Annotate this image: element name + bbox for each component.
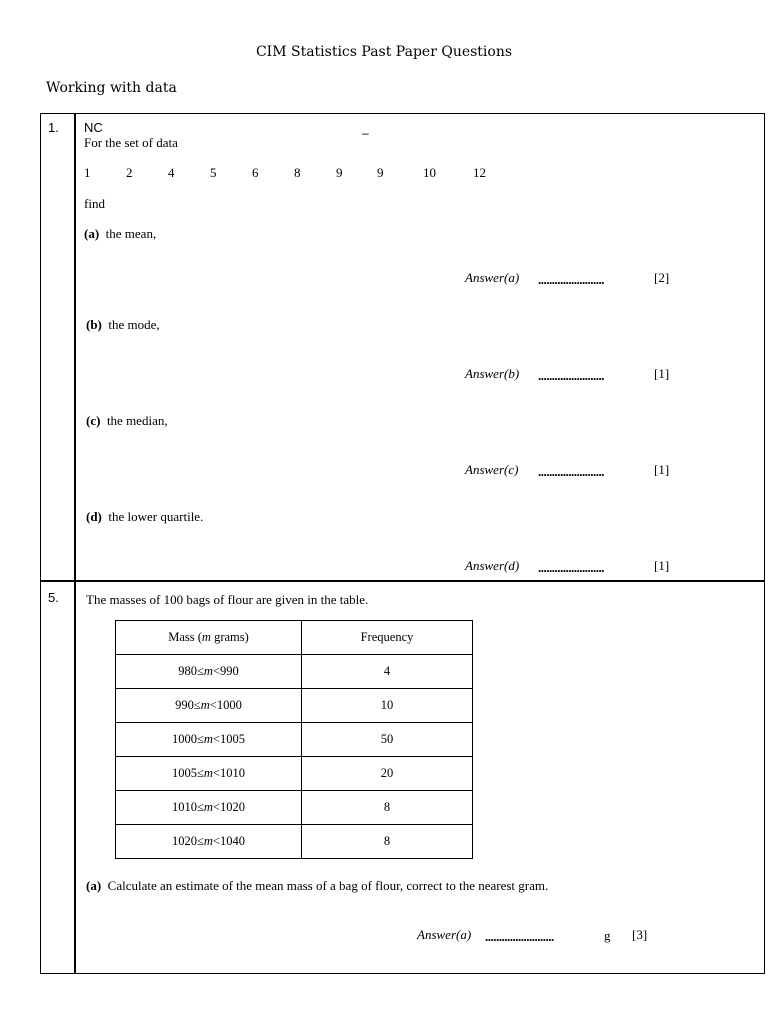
table-row — [116, 655, 473, 689]
part-text: the lower quartile. — [108, 509, 204, 524]
table-header-row — [116, 621, 473, 655]
frequency-value: 4 — [302, 655, 473, 689]
marks: [3] — [632, 927, 648, 942]
question-1-intro: For the set of data — [84, 135, 178, 150]
answer-line-a[interactable]: ........................ — [538, 272, 604, 287]
mass-interval: 980≤m<990 — [116, 655, 302, 689]
data-value: 5 — [210, 165, 217, 180]
section-heading: Working with data — [46, 80, 177, 96]
table-row — [116, 791, 473, 825]
table-row — [116, 757, 473, 791]
answer-line-5a[interactable]: ......................... — [485, 929, 554, 944]
question-1-find: find — [84, 196, 105, 211]
answer-label: Answer(d) — [465, 558, 520, 573]
question-5-number: 5. — [48, 590, 59, 605]
data-value: 12 — [473, 165, 486, 180]
data-value: 9 — [336, 165, 343, 180]
part-label: (d) — [86, 509, 102, 524]
question-1-dash: – — [362, 126, 369, 140]
question-1-number: 1. — [48, 120, 59, 135]
marks: [1] — [654, 462, 670, 477]
answer-line-d[interactable]: ........................ — [538, 560, 604, 575]
frequency-table — [115, 620, 473, 859]
part-a-question — [84, 226, 156, 242]
answer-unit: g — [604, 928, 611, 943]
part-d-question — [86, 509, 203, 525]
marks: [1] — [654, 558, 670, 573]
data-value: 6 — [252, 165, 259, 180]
frequency-value: 8 — [302, 825, 473, 859]
part-label: (a) — [84, 226, 100, 241]
number-column-divider — [74, 113, 76, 974]
mass-interval: 1005≤m<1010 — [116, 757, 302, 791]
data-value: 2 — [126, 165, 133, 180]
part-label: (c) — [86, 413, 101, 428]
answer-line-b[interactable]: ........................ — [538, 368, 604, 383]
data-value: 1 — [84, 165, 91, 180]
part-c-question — [86, 413, 168, 429]
answer-label: Answer(b) — [465, 366, 520, 381]
frequency-value: 20 — [302, 757, 473, 791]
answer-line-c[interactable]: ........................ — [538, 464, 604, 479]
marks: [2] — [654, 270, 670, 285]
data-value: 10 — [423, 165, 436, 180]
part-text: the mode, — [108, 317, 160, 332]
answer-label: Answer(c) — [465, 462, 519, 477]
mass-interval: 990≤m<1000 — [116, 689, 302, 723]
frequency-column-header: Frequency — [302, 621, 473, 655]
answer-label: Answer(a) — [417, 927, 472, 942]
data-value: 4 — [168, 165, 175, 180]
part-text: the mean, — [105, 226, 157, 241]
table-row — [116, 723, 473, 757]
part-label: (b) — [86, 317, 102, 332]
mass-column-header: Mass (m grams) — [116, 621, 302, 655]
page-title: CIM Statistics Past Paper Questions — [255, 44, 513, 60]
question-divider — [40, 580, 765, 582]
marks: [1] — [654, 366, 670, 381]
table-row — [116, 689, 473, 723]
table-row — [116, 825, 473, 859]
question-5a — [86, 878, 548, 894]
data-value: 8 — [294, 165, 301, 180]
frequency-value: 10 — [302, 689, 473, 723]
part-b-question — [86, 317, 160, 333]
answer-label: Answer(a) — [465, 270, 520, 285]
mass-interval: 1010≤m<1020 — [116, 791, 302, 825]
frequency-value: 50 — [302, 723, 473, 757]
frequency-value: 8 — [302, 791, 473, 825]
part-text: Calculate an estimate of the mean mass of a bag of flour, correct to the nearest gram. — [107, 878, 549, 893]
mass-interval: 1020≤m<1040 — [116, 825, 302, 859]
part-text: the median, — [106, 413, 168, 428]
mass-interval: 1000≤m<1005 — [116, 723, 302, 757]
question-5-intro: The masses of 100 bags of flour are given in the table. — [86, 592, 369, 607]
question-1-tag: NC — [84, 120, 103, 135]
part-label: (a) — [86, 878, 102, 893]
data-value: 9 — [377, 165, 384, 180]
